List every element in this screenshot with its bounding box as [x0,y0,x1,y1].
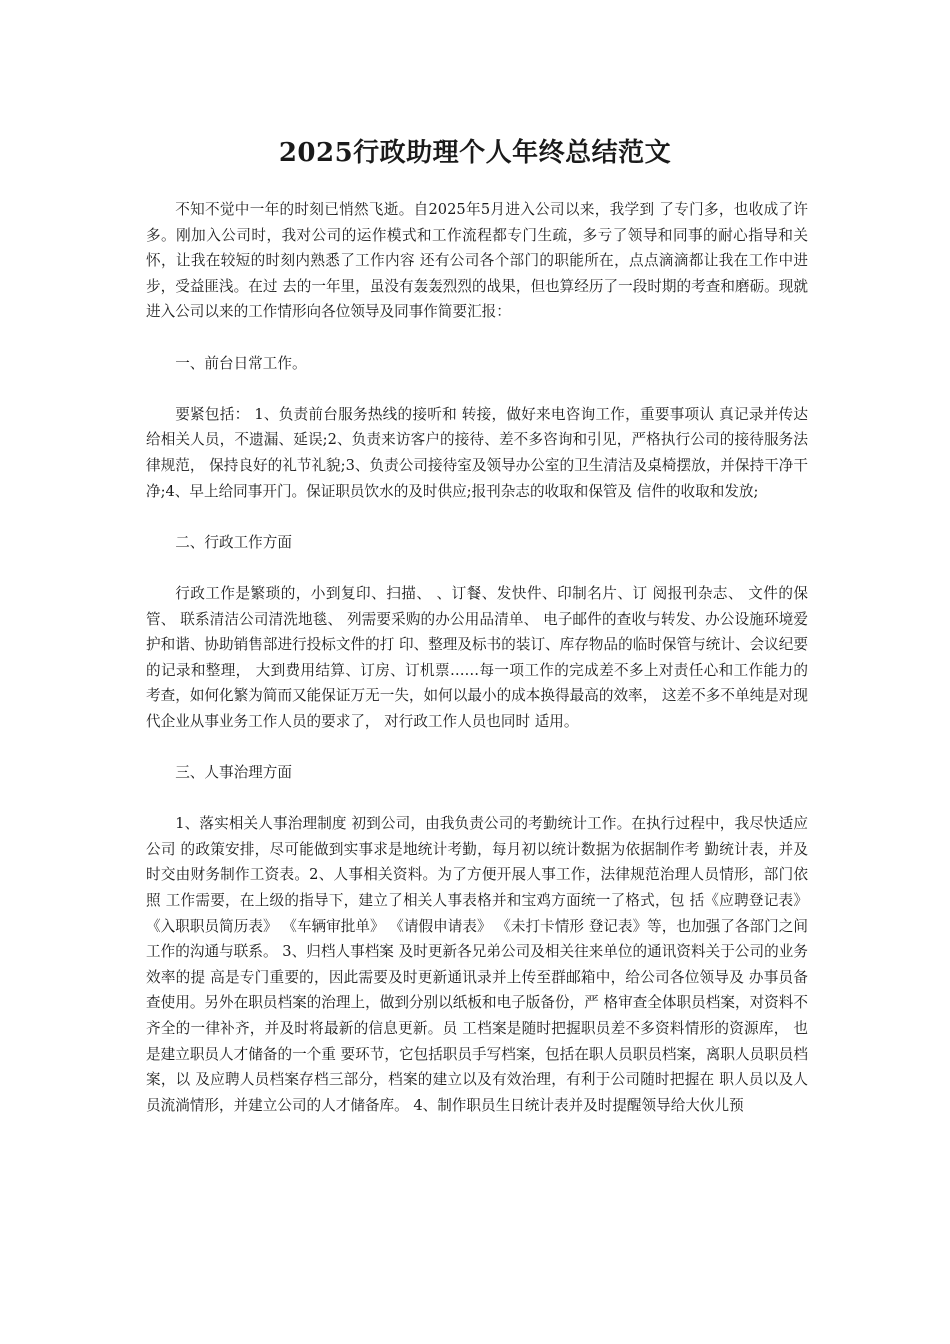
paragraph-spacer [146,786,808,812]
document-body [146,197,808,1118]
section-body-front-desk: 要紧包括： 1、负责前台服务热线的接听和 转接，做好来电咨询工作，重要事项认 真记录并传达给相关人员，不遗漏、延误;2、负责来访客户的接待、差不多咨询和引见，严格执行公司的接待服务法律规范， 保持良好的礼节礼貌;3、负责公司接待室及领导办公室的卫生清洁及桌椅摆放，并保持干净干净;4、早上给同事开门。保证职员饮水的及时供应;报刊杂志的收取和保管及 信件的收取和发放; [146,405,808,500]
section-body-administration: 行政工作是繁琐的，小到复印、扫描、 、订餐、发快件、印制名片、订 阅报刊杂志、 文件的保管、 联系清洁公司清洗地毯、 列需要采购的办公用品清单、 电子邮件的查收与转发、办公设施环境爱护和谐、协助销售部进行投标文件的打 印、整理及标书的装订、库存物品的临时保管与统计、会议纪要的记录和整理， 大到费用结算、订房、订机票……每一项工作的完成差不多上对责任心和工作能力的 考查，如何化繁为简而又能保证万无一失，如何以最小的成本换得最高的效率， 这差不多不单纯是对现代企业从事业务工作人员的要求了， 对行政工作人员也同时 适用。 [146,584,808,730]
section-heading-personnel: 三、人事治理方面 [175,764,292,782]
paragraph-spacer [146,504,808,530]
paragraph-spacer [146,376,808,402]
paragraph-spacer [146,325,808,351]
section-body-personnel: 1、落实相关人事治理制度 初到公司，由我负责公司的考勤统计工作。在执行过程中，我尽快适应公司 的政策安排，尽可能做到实事求是地统计考勤，每月初以统计数据为依据制作考 勤统计表，并及时交由财务制作工资表。2、人事相关资料。为了方便开展人事工作，法律规范治理人员情形，部门依照 工作需要，在上级的指导下，建立了相关人事表格并和宝鸡方面统一了格式，包 括《应聘登记表》 《入职职员简历表》 《车辆审批单》 《请假申请表》 《未打卡情形 登记表》等，也加强了各部门之间工作的沟通与联系。 3、归档人事档案 及时更新各兄弟公司及相关往来单位的通讯资料关于公司的业务效率的提 高是专门重要的，因此需要及时更新通讯录并上传至群邮箱中，给公司各位领导及 办事员备查使用。另外在职员档案的治理上，做到分别以纸板和电子版备份，严 格审查全体职员档案，对资料不齐全的一律补齐，并及时将最新的信息更新。员 工档案是随时把握职员差不多资料情形的资源库， 也是建立职员人才储备的一个重 要环节，它包括职员手写档案，包括在职人员职员档案，离职人员职员档案，以 及应聘人员档案存档三部分，档案的建立以及有效治理，有利于公司随时把握在 职人员以及人员流淌情形，并建立公司的人才储备库。 4、制作职员生日统计表并及时提醒领导给大伙儿预 [146,815,808,1114]
paragraph-spacer [146,555,808,581]
section-heading-front-desk: 一、前台日常工作。 [175,354,307,372]
intro-paragraph: 不知不觉中一年的时刻已悄然飞逝。自2025年5月进入公司以来，我学到 了专门多，也收成了许多。刚加入公司时，我对公司的运作模式和工作流程都专门生疏，多亏了领导和同事的耐心指导和关怀，让我在较短的时刻内熟悉了工作内容 还有公司各个部门的职能所在，点点滴滴都让我在工作中进步，受益匪浅。在过 去的一年里，虽没有轰轰烈烈的战果，但也算经历了一段时期的考查和磨砺。现就进入公司以来的工作情形向各位领导及同事作简要汇报： [146,201,808,321]
paragraph-spacer [146,734,808,760]
section-heading-administration: 二、行政工作方面 [175,533,292,551]
document-title: 2025行政助理个人年终总结范文 [278,138,672,168]
